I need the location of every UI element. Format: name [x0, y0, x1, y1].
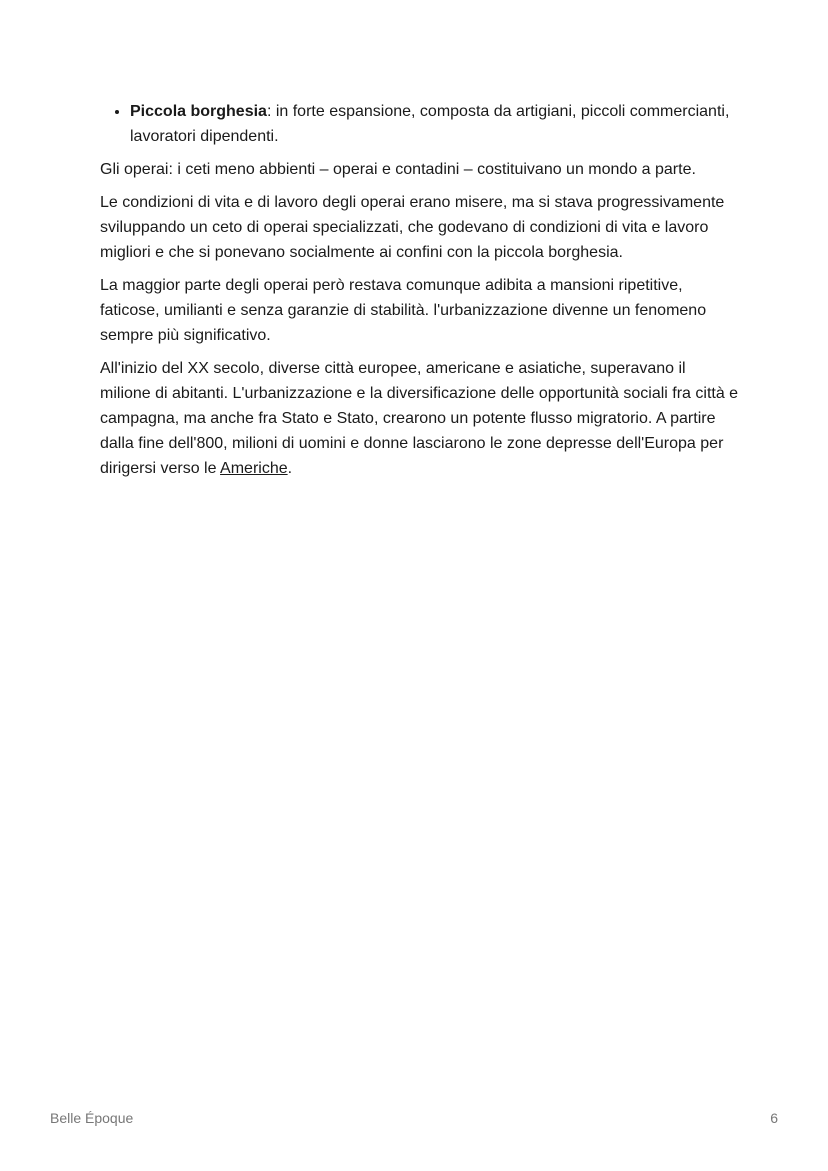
document-body: [100, 99, 740, 489]
americhe-link[interactable]: Americhe: [220, 460, 288, 477]
paragraph-migration: [100, 356, 740, 481]
paragraph-migration-end: .: [287, 460, 293, 477]
paragraph-urbanization: La maggior parte degli operai però restava comunque adibita a mansioni ripetitive, faticose, umilianti e senza garanzie di stabilità. l'urbanizzazione divenne un fenomeno sempre più significativo.: [100, 277, 707, 344]
footer-page-number: 6: [770, 1110, 778, 1126]
bullet-list: [100, 99, 740, 149]
paragraph-migration-text: All'inizio del XX secolo, diverse città europee, americane e asiatiche, superavano il milione di abitanti. L'urbanizzazione e la diversificazione delle opportunità sociali fra città e campagna, ma anche fra Stato e Stato, crearono un potente flusso migratorio. A partire dalla fine dell'800, milioni di uomini e donne lasciarono le zone depresse dell'Europa per dirigersi verso le: [100, 360, 739, 477]
paragraph-living-conditions: Le condizioni di vita e di lavoro degli operai erano misere, ma si stava progressivamente sviluppando un ceto di operai specializzati, che godevano di condizioni di vita e lavoro migliori e che si ponevano socialmente ai confini con la piccola borghesia.: [100, 194, 725, 261]
bullet-term: Piccola borghesia: [130, 103, 267, 120]
footer-document-title: Belle Époque: [50, 1110, 134, 1126]
paragraph-workers: Gli operai: i ceti meno abbienti – operai e contadini – costituivano un mondo a parte.: [100, 161, 696, 178]
list-item: [130, 99, 740, 149]
bullet-text: : in forte espansione, composta da artigiani, piccoli commercianti, lavoratori dipendenti.: [130, 103, 730, 145]
